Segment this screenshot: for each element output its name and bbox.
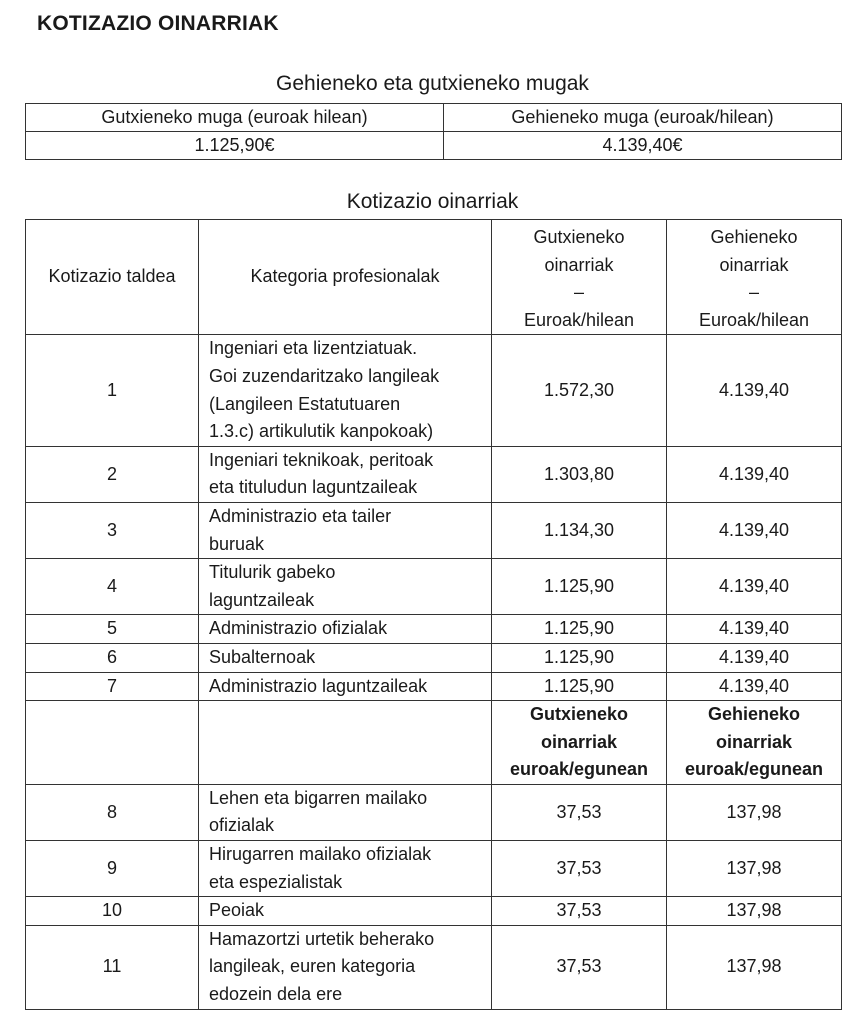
category-line: Hirugarren mailako ofizialak [209,844,432,865]
category-cell [199,335,492,446]
group-cell: 8 [26,784,199,840]
min-value-cell: 1.125,90 [492,643,667,672]
category-cell [199,841,492,897]
empty-cell [26,701,199,785]
group-cell: 10 [26,897,199,926]
max-value-cell: 4.139,40 [667,502,842,558]
min-value-cell: 1.134,30 [492,502,667,558]
max-value-cell: 137,98 [667,841,842,897]
category-line: eta tituludun laguntzaileak [209,477,418,498]
category-line: Titulurik gabeko [209,562,336,583]
header-line: Gutxieneko [533,227,625,247]
max-value-cell: 137,98 [667,784,842,840]
table-row [26,841,842,897]
category-line: eta espezialistak [209,871,343,892]
group-cell: 7 [26,672,199,701]
header-line: – [748,282,759,303]
category-line: langileak, euren kategoria [209,956,416,977]
min-value-cell: 37,53 [492,897,667,926]
max-value-cell: 4.139,40 [667,335,842,446]
min-daily-header [492,701,667,785]
category-cell [199,672,492,701]
category-line: Administrazio laguntzaileak [209,675,428,696]
min-value-cell: 1.125,90 [492,672,667,701]
daily-header-body [26,701,842,785]
min-value-cell: 1.125,90 [492,615,667,644]
category-cell [199,925,492,1009]
header-line: euroak/egunean [509,759,649,780]
daily-rows [26,784,842,1009]
table-header-row [26,220,842,335]
max-daily-header [667,701,842,785]
header-line: – [573,282,584,303]
min-limit-value: 1.125,90€ [26,132,444,160]
group-cell: 1 [26,335,199,446]
group-cell: 11 [26,925,199,1009]
table-row [26,925,842,1009]
limits-table [25,103,842,160]
table-row [26,672,842,701]
category-cell [199,615,492,644]
table-row [26,104,842,132]
monthly-rows [26,335,842,701]
empty-cell [199,701,492,785]
group-cell: 2 [26,446,199,502]
table-row [26,615,842,644]
group-cell: 5 [26,615,199,644]
category-cell [199,643,492,672]
min-value-cell: 37,53 [492,784,667,840]
header-line: Gutxieneko [529,704,629,725]
category-line: Lehen eta bigarren mailako [209,787,428,808]
min-value-cell: 1.572,30 [492,335,667,446]
header-line: oinarriak [715,731,793,752]
category-line: (Langileen Estatutuaren [209,393,401,414]
max-value-cell: 137,98 [667,925,842,1009]
header-line: Gehieneko [707,704,801,725]
category-line: Administrazio ofizialak [209,618,388,639]
table-row [26,559,842,615]
max-value-cell: 4.139,40 [667,672,842,701]
group-cell: 9 [26,841,199,897]
max-value-cell: 4.139,40 [667,446,842,502]
min-value-cell: 37,53 [492,925,667,1009]
limits-caption: Gehieneko eta gutxieneko mugak [276,72,589,95]
category-line: edozein dela ere [209,984,343,1005]
daily-header-row [26,701,842,785]
category-line: buruak [209,533,265,554]
group-cell: 6 [26,643,199,672]
group-header: Kotizazio taldea [26,220,199,335]
bases-caption: Kotizazio oinarriak [346,190,519,213]
max-value-cell: 4.139,40 [667,615,842,644]
category-line: 1.3.c) artikulutik kanpokoak) [209,421,434,442]
header-line: Euroak/hilean [523,309,635,330]
category-line: laguntzaileak [209,589,315,610]
page-title: KOTIZAZIO OINARRIAK [37,12,279,35]
category-line: Peoiak [209,900,265,921]
category-header: Kategoria profesionalak [199,220,492,335]
category-line: Ingeniari eta lizentziatuak. [209,338,418,359]
table-row [26,446,842,502]
category-line: Goi zuzendaritzako langileak [209,365,440,386]
header-line: Gehieneko [710,227,798,247]
max-value-cell: 137,98 [667,897,842,926]
group-cell: 3 [26,502,199,558]
category-cell [199,502,492,558]
table-row [26,335,842,446]
category-cell [199,559,492,615]
table-row [26,643,842,672]
max-limit-header: Gehieneko muga (euroak/hilean) [444,104,842,132]
header-line: oinarriak [544,254,614,275]
category-line: Ingeniari teknikoak, peritoak [209,449,434,470]
table-row [26,897,842,926]
bases-table [25,219,842,1010]
category-cell [199,784,492,840]
table-row [26,502,842,558]
min-value-cell: 1.125,90 [492,559,667,615]
category-line: Hamazortzi urtetik beherako [209,928,435,949]
category-cell [199,897,492,926]
max-monthly-header [667,220,842,335]
table-row [26,784,842,840]
category-line: Administrazio eta tailer [209,505,392,526]
category-line: ofizialak [209,815,275,836]
header-line: oinarriak [540,731,618,752]
header-line: oinarriak [719,254,789,275]
min-value-cell: 37,53 [492,841,667,897]
max-value-cell: 4.139,40 [667,643,842,672]
table-row [26,132,842,160]
max-value-cell: 4.139,40 [667,559,842,615]
min-monthly-header [492,220,667,335]
group-cell: 4 [26,559,199,615]
max-limit-value: 4.139,40€ [444,132,842,160]
category-line: Subalternoak [209,646,316,667]
header-line: euroak/egunean [684,759,824,780]
category-cell [199,446,492,502]
min-value-cell: 1.303,80 [492,446,667,502]
min-limit-header: Gutxieneko muga (euroak hilean) [26,104,444,132]
header-line: Euroak/hilean [698,309,810,330]
